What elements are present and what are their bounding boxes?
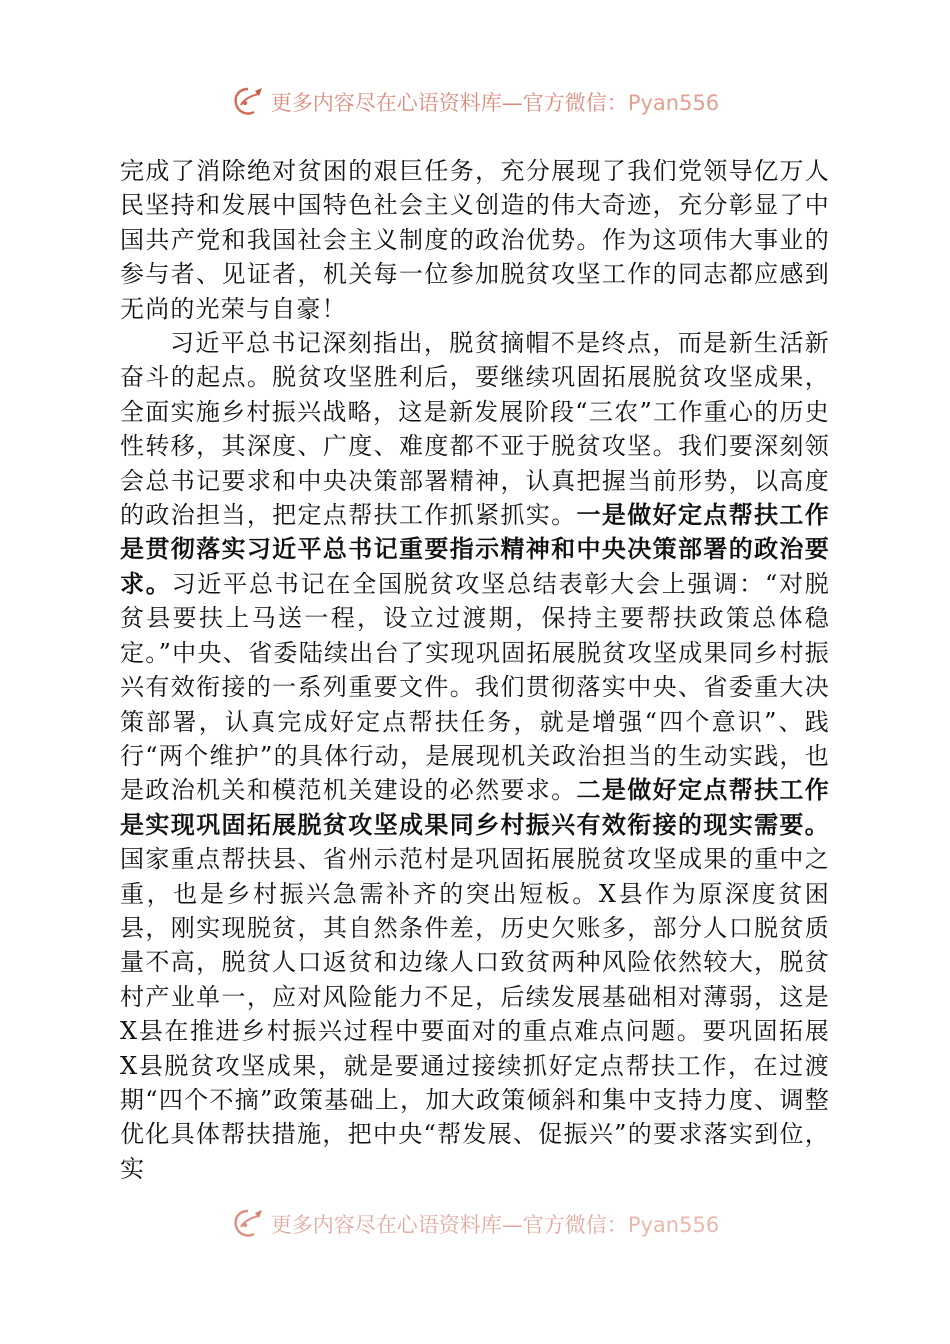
header-watermark <box>0 82 950 122</box>
body-text: 习近平总书记在全国脱贫攻坚总结表彰大会上强调：“对脱贫县要扶上马送一程，设立过渡期，保持主要帮扶政策总体稳定。”中央、省委陆续出台了实现巩固拓展脱贫攻坚成果同乡村振兴有效衔接的一系列重要文件。我们贯彻落实中央、省委重大决策部署，认真完成好定点帮扶任务，就是增强“四个意识”、践行“两个维护”的具体行动，是展现机关政治担当的生动实践，也是政治机关和模范机关建设的必然要求。 <box>120 569 831 805</box>
footer-watermark <box>0 1204 950 1244</box>
bold-heading-text: 二是做好定点帮扶工作是实现巩固拓展脱贫攻坚成果同乡村振兴有效衔接的现实需要。 <box>120 776 830 839</box>
pen-logo-icon <box>231 85 265 119</box>
body-text: 完成了消除绝对贫困的艰巨任务，充分展现了我们党领导亿万人民坚持和发展中国特色社会主义创造的伟大奇迹，充分彰显了中国共产党和我国社会主义制度的政治优势。作为这项伟大事业的参与者、见证者，机关每一位参加脱贫攻坚工作的同志都应感到无尚的光荣与自豪！ <box>120 157 830 323</box>
document-body <box>120 154 830 1186</box>
watermark-text: 更多内容尽在心语资料库—官方微信： <box>270 91 628 115</box>
watermark-wechat-id: Pyan556 <box>627 1213 720 1237</box>
body-text: 国家重点帮扶县、省州示范村是巩固拓展脱贫攻坚成果的重中之重，也是乡村振兴急需补齐的突出短板。X县作为原深度贫困县，刚实现脱贫，其自然条件差，历史欠账多，部分人口脱贫质量不高，脱贫人口返贫和边缘人口致贫两种风险依然较大，脱贫村产业单一，应对风险能力不足，后续发展基础相对薄弱，这是X县在推进乡村振兴过程中要面对的重点难点问题。要巩固拓展X县脱贫攻坚成果，就是要通过接续抓好定点帮扶工作，在过渡期“四个不摘”政策基础上，加大政策倾斜和集中支持力度、调整优化具体帮扶措施，把中央“帮发展、促振兴”的要求落实到位，实 <box>120 845 830 1183</box>
pen-logo-icon <box>231 1207 265 1241</box>
body-text: 习近平总书记深刻指出，脱贫摘帽不是终点，而是新生活新奋斗的起点。脱贫攻坚胜利后，要继续巩固拓展脱贫攻坚成果，全面实施乡村振兴战略，这是新发展阶段“三农”工作重心的历史性转移，其深度、广度、难度都不亚于脱贫攻坚。我们要深刻领会总书记要求和中央决策部署精神，认真把握当前形势，以高度的政治担当，把定点帮扶工作抓紧抓实。 <box>120 329 830 530</box>
watermark-text: 更多内容尽在心语资料库—官方微信： <box>270 1213 628 1237</box>
paragraph <box>120 326 830 1186</box>
paragraph <box>120 154 830 326</box>
bold-heading-text: 一是做好定点帮扶工作是贯彻落实习近平总书记重要指示精神和中央决策部署的政治要求。 <box>120 501 830 598</box>
watermark-wechat-id: Pyan556 <box>627 91 720 115</box>
